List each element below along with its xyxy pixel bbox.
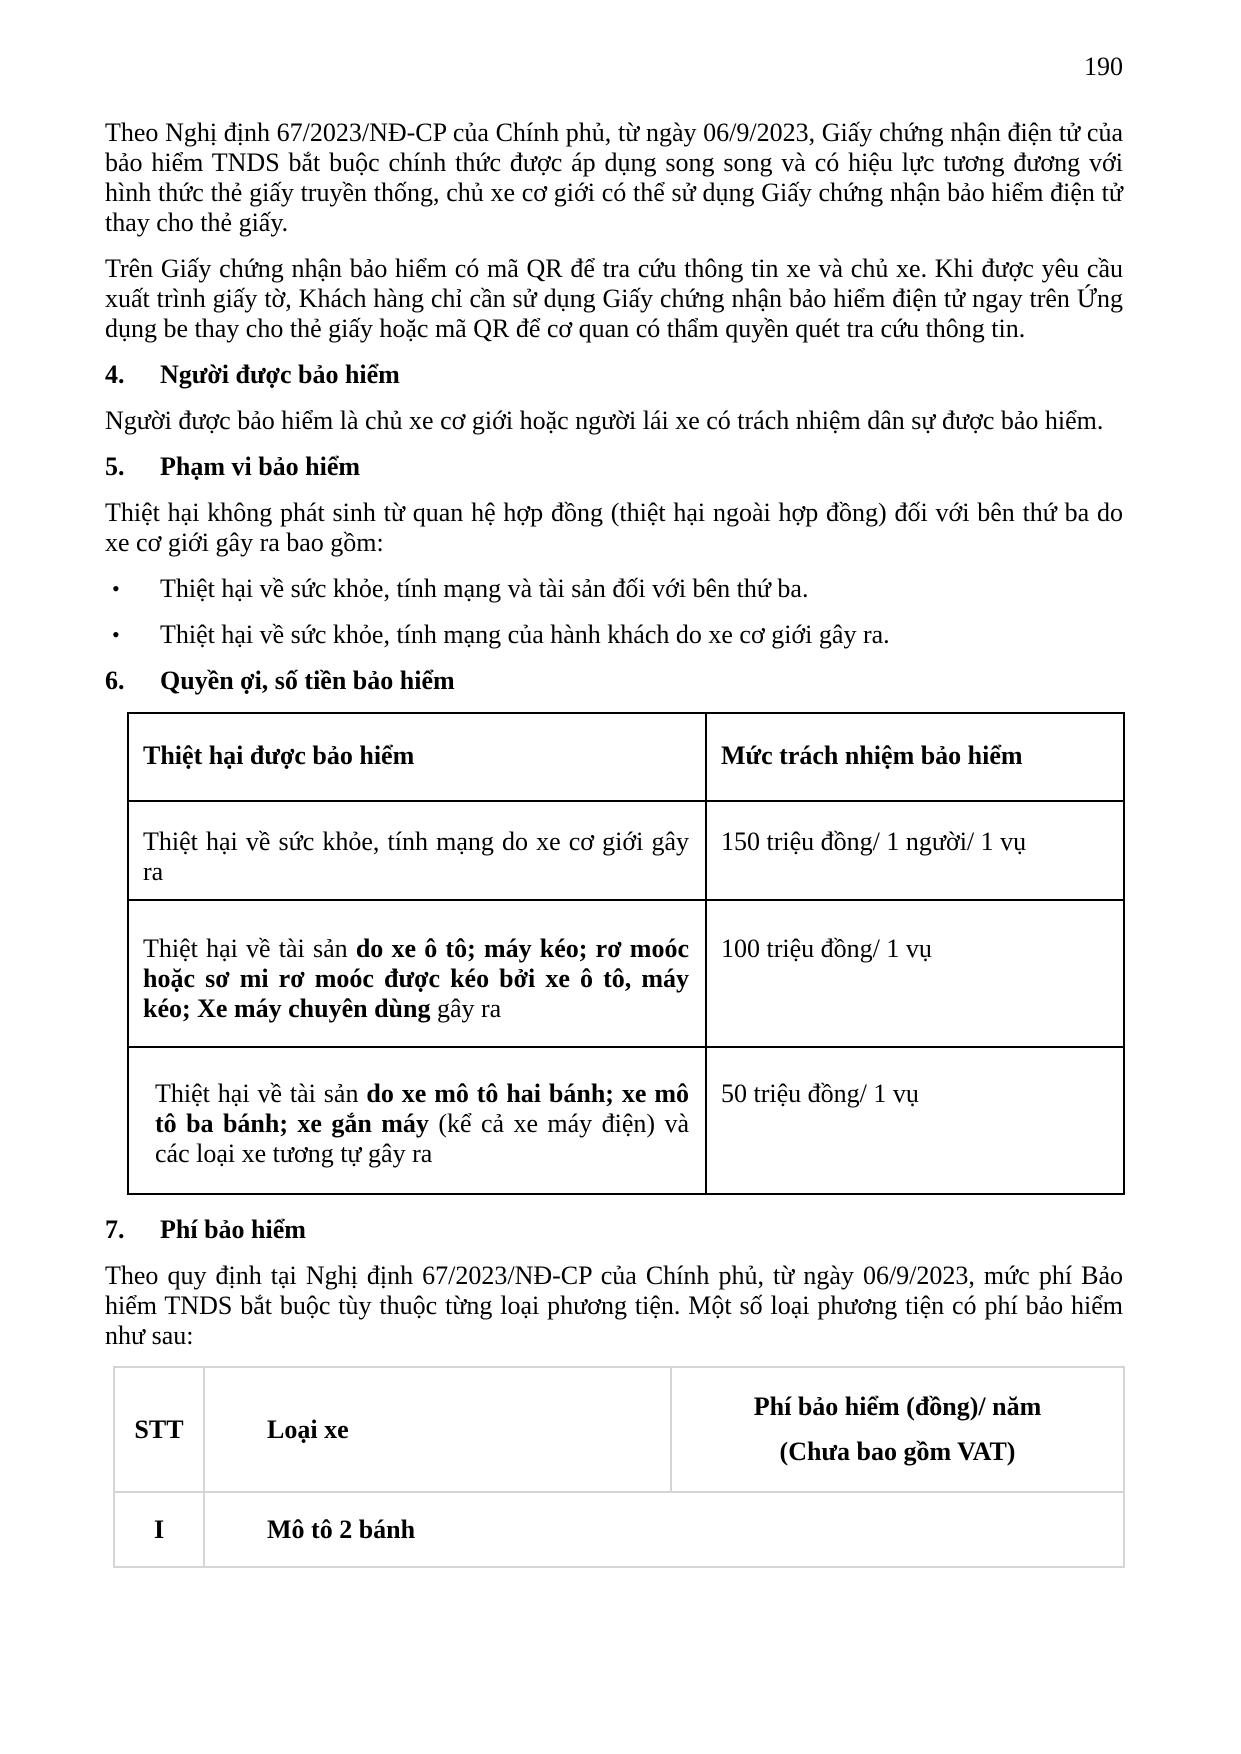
- damage-text: Thiệt hại về tài sản: [155, 1079, 367, 1108]
- header-text-line2: (Chưa bao gồm VAT): [779, 1437, 1016, 1466]
- bullet-text: Thiệt hại về sức khỏe, tính mạng và tài sản đối với bên thứ ba.: [160, 574, 809, 603]
- section-title: Phí bảo hiểm: [160, 1215, 306, 1244]
- benefits-table-row-health: [128, 801, 1124, 900]
- damage-text: Thiệt hại về sức khỏe, tính mạng do xe cơ giới gây ra: [143, 827, 689, 886]
- vehicle-cell: [204, 1492, 1124, 1567]
- section-title: Phạm vi bảo hiểm: [160, 452, 361, 481]
- damage-cell: [128, 900, 706, 1047]
- liability-text: 50 triệu đồng/ 1 vụ: [721, 1079, 919, 1108]
- bullet-text: Thiệt hại về sức khỏe, tính mạng của hành khách do xe cơ giới gây ra.: [160, 620, 890, 649]
- header-text: Mức trách nhiệm bảo hiểm: [721, 741, 1023, 770]
- paragraph-fee-intro: Theo quy định tại Nghị định 67/2023/NĐ-CP của Chính phủ, từ ngày 06/9/2023, mức phí Bảo hiểm TNDS bắt buộc tùy thuộc từng loại phương tiện. Một số loại phương tiện có phí bảo hiểm như sau:: [105, 1261, 1123, 1350]
- stt-text: I: [153, 1514, 165, 1544]
- benefits-table-row-car-property: [128, 900, 1124, 1047]
- benefits-header-damage: [128, 713, 706, 801]
- benefits-table: [127, 712, 1125, 1195]
- fee-header-fee: [671, 1367, 1124, 1492]
- stt-cell: [114, 1492, 204, 1567]
- fee-table-row-moto: [114, 1492, 1124, 1567]
- liability-text: 150 triệu đồng/ 1 người/ 1 vụ: [721, 827, 1027, 856]
- fee-header-stt: [114, 1367, 204, 1492]
- bullet-item-passengers: [105, 620, 1123, 650]
- fee-table: [113, 1366, 1125, 1568]
- section-heading-fee: [105, 1215, 1123, 1245]
- section-title: Người được bảo hiểm: [160, 360, 400, 389]
- fee-table-header-row: [114, 1367, 1124, 1492]
- bullet-item-third-party: [105, 574, 1123, 604]
- paragraph-decree-intro: Theo Nghị định 67/2023/NĐ-CP của Chính phủ, từ ngày 06/9/2023, Giấy chứng nhận điện tử của bảo hiểm TNDS bắt buộc chính thức được áp dụng song song và có hiệu lực tương đương với hình thức thẻ giấy truyền thống, chủ xe cơ giới có thể sử dụng Giấy chứng nhận bảo hiểm điện tử thay cho thẻ giấy.: [105, 118, 1123, 237]
- vehicle-text: Mô tô 2 bánh: [267, 1514, 416, 1544]
- section-heading-benefits: [105, 666, 1123, 696]
- benefits-header-liability: [706, 713, 1124, 801]
- page-number: 190: [1084, 52, 1123, 81]
- bullet-icon: •: [112, 622, 120, 647]
- damage-text-bold: do xe mô tô hai bánh; xe mô tô ba bánh; xe gắn máy: [155, 1079, 689, 1138]
- section-heading-coverage-scope: [105, 452, 1123, 482]
- fee-header-vehicle: [204, 1367, 671, 1492]
- damage-text: gây ra: [430, 994, 502, 1023]
- bullet-icon: •: [112, 576, 120, 601]
- damage-text: (kể cả xe máy điện) và các loại xe tương tự gây ra: [155, 1109, 689, 1168]
- header-text-line1: Phí bảo hiểm (đồng)/ năm: [753, 1392, 1042, 1421]
- liability-cell: [706, 900, 1124, 1047]
- benefits-table-row-motorbike-property: [128, 1047, 1124, 1194]
- section-heading-insured-person: [105, 360, 1123, 390]
- header-text: STT: [134, 1414, 184, 1444]
- section-number: 5.: [105, 452, 125, 481]
- section-title: Quyền ợi, số tiền bảo hiểm: [160, 666, 455, 695]
- paragraph-qr-lookup: Trên Giấy chứng nhận bảo hiểm có mã QR để tra cứu thông tin xe và chủ xe. Khi được yêu cầu xuất trình giấy tờ, Khách hàng chỉ cần sử dụng Giấy chứng nhận bảo hiểm điện tử ngay trên Ứng dụng be thay cho thẻ giấy hoặc mã QR để cơ quan có thẩm quyền quét tra cứu thông tin.: [105, 254, 1123, 343]
- section-number: 6.: [105, 666, 125, 695]
- liability-cell: [706, 1047, 1124, 1194]
- damage-cell: [128, 801, 706, 900]
- damage-text-bold: do xe ô tô; máy kéo; rơ moóc hoặc sơ mi rơ moóc được kéo bởi xe ô tô, máy kéo; Xe máy chuyên dùng: [143, 934, 689, 1023]
- damage-cell: [128, 1047, 706, 1194]
- liability-cell: [706, 801, 1124, 900]
- paragraph-coverage-scope: Thiệt hại không phát sinh từ quan hệ hợp đồng (thiệt hại ngoài hợp đồng) đối với bên thứ ba do xe cơ giới gây ra bao gồm:: [105, 498, 1123, 557]
- paragraph-insured-person: Người được bảo hiểm là chủ xe cơ giới hoặc người lái xe có trách nhiệm dân sự được bảo hiểm.: [105, 406, 1104, 435]
- section-number: 7.: [105, 1215, 125, 1244]
- header-text: Thiệt hại được bảo hiểm: [143, 741, 415, 770]
- header-text: Loại xe: [267, 1414, 349, 1444]
- damage-text: Thiệt hại về tài sản: [143, 934, 356, 963]
- benefits-table-header-row: [128, 713, 1124, 801]
- liability-text: 100 triệu đồng/ 1 vụ: [721, 934, 932, 963]
- section-number: 4.: [105, 360, 125, 389]
